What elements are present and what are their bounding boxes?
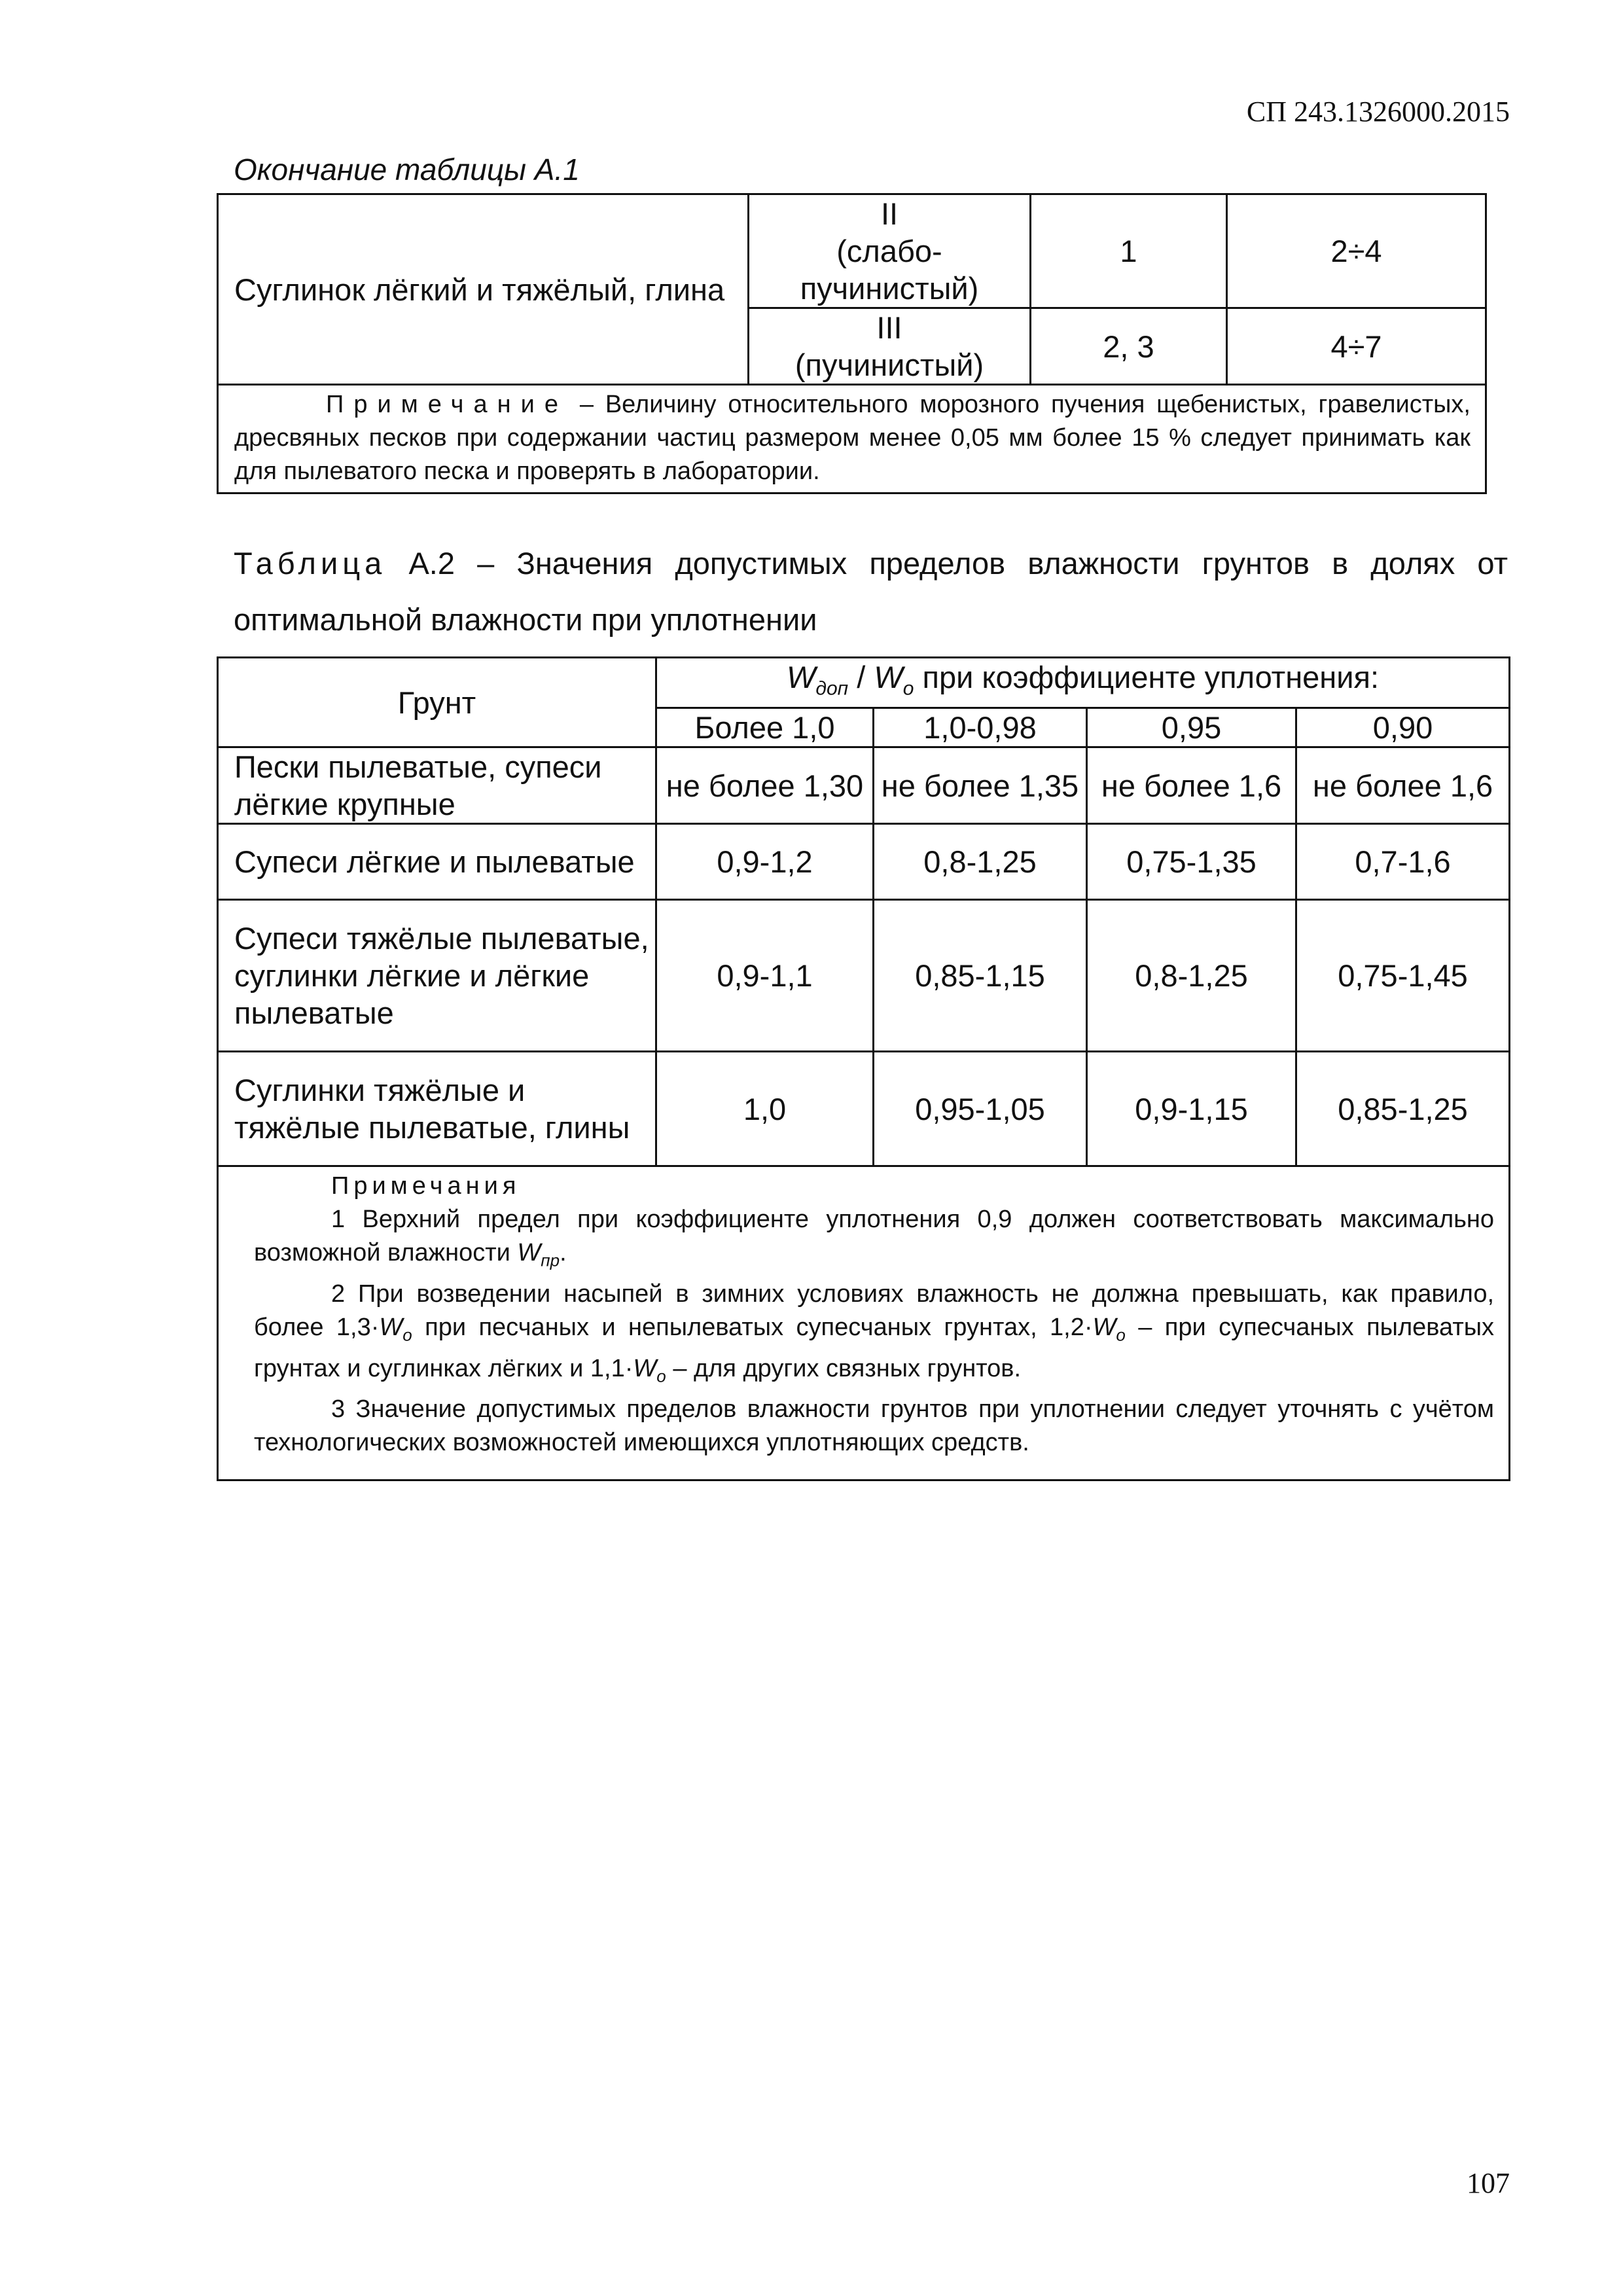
w-symbol: W: [633, 1354, 657, 1382]
table-cell: 0,8-1,25: [874, 824, 1087, 900]
heave-group-cell: [749, 194, 1031, 308]
note-text: при песчаных и непылеватых супесчаных грунтах, 1,2·: [412, 1313, 1093, 1341]
table-a1-end: [217, 193, 1487, 494]
soil-cell: Суглинки тяжёлые и тяжёлые пылеватые, глины: [218, 1052, 656, 1166]
table-row: [218, 194, 1486, 308]
table-cell: 0,9-1,2: [656, 824, 874, 900]
coef-header: 0,90: [1296, 708, 1510, 747]
page-number: 107: [1467, 2167, 1510, 2199]
w-subscript: o: [402, 1325, 412, 1345]
group-line: III: [876, 310, 902, 345]
note-row: [218, 385, 1486, 493]
table-a2-title: [234, 535, 1508, 648]
table-cell: 1: [1031, 194, 1227, 308]
note-2: [254, 1278, 1494, 1393]
soil-cell: Суглинок лёгкий и тяжёлый, глина: [218, 194, 749, 385]
table-cell: 1,0: [656, 1052, 874, 1166]
w-symbol: W: [379, 1313, 403, 1341]
table-cell: 0,9-1,15: [1087, 1052, 1296, 1166]
coef-header: Более 1,0: [656, 708, 874, 747]
table-a1-note: [218, 385, 1486, 493]
table-cell: 0,85-1,15: [874, 900, 1087, 1052]
table-row: [218, 747, 1510, 824]
table-cell: не более 1,6: [1087, 747, 1296, 824]
table-cell: 4÷7: [1227, 308, 1486, 385]
ratio-text: при коэффициенте уплотнения:: [914, 660, 1380, 694]
table-title-text: А.2 – Значения допустимых пределов влажности грунтов в долях от оптимальной влажности при уплотнении: [234, 546, 1508, 637]
table-a1-continuation-caption: Окончание таблицы А.1: [234, 152, 580, 187]
notes-label: Примечания: [331, 1172, 521, 1200]
table-cell: 0,9-1,1: [656, 900, 874, 1052]
table-cell: 0,75-1,35: [1087, 824, 1296, 900]
note-text: – для других связных грунтов.: [666, 1354, 1022, 1382]
document-code: СП 243.1326000.2015: [1246, 96, 1510, 128]
table-cell: 0,95-1,05: [874, 1052, 1087, 1166]
w-subscript: доп: [815, 677, 849, 700]
header-ratio: [656, 658, 1510, 708]
w-symbol: W: [1092, 1313, 1116, 1341]
w-symbol: W: [787, 660, 816, 694]
w-symbol: W: [517, 1239, 541, 1267]
note-text: .: [560, 1239, 567, 1267]
table-cell: 0,7-1,6: [1296, 824, 1510, 900]
table-cell: 2, 3: [1031, 308, 1227, 385]
note-3: [254, 1393, 1494, 1460]
group-line: (пучинистый): [794, 348, 984, 382]
note-text: 2 При возведении насыпей в зимних условиях влажность не должна превышать, как правило, более 1,3·: [254, 1280, 1495, 1341]
group-line: пучинистый): [800, 271, 979, 306]
note-text: 1 Верхний предел при коэффициенте уплотнения 0,9 должен соответствовать максимально возможной влажности: [254, 1206, 1495, 1267]
table-row: [218, 900, 1510, 1052]
table-label: Таблица: [234, 546, 387, 581]
w-subscript: o: [1116, 1325, 1126, 1345]
coef-header: 0,95: [1087, 708, 1296, 747]
w-subscript: пр: [541, 1250, 560, 1270]
ratio-separator: /: [848, 660, 874, 694]
note-text: – Величину относительного морозного пучения щебенистых, гравелистых, дресвяных песков при содержании частиц размером менее 0,05 мм более 15 % следует принимать как для пылеватого песка и проверять в лаборатории.: [234, 391, 1471, 485]
table-cell: 0,85-1,25: [1296, 1052, 1510, 1166]
table-cell: 0,75-1,45: [1296, 900, 1510, 1052]
table-cell: не более 1,30: [656, 747, 874, 824]
header-soil: Грунт: [218, 658, 656, 747]
soil-cell: Пески пылеватые, супеси лёгкие крупные: [218, 747, 656, 824]
notes-row: [218, 1166, 1510, 1480]
soil-cell: Супеси тяжёлые пылеватые, суглинки лёгкие и лёгкие пылеватые: [218, 900, 656, 1052]
coef-header: 1,0-0,98: [874, 708, 1087, 747]
note-label: Примечание: [326, 391, 568, 418]
note-text: – при супесчаных пылеватых грунтах и суглинках лёгких и 1,1·: [254, 1313, 1495, 1382]
w-subscript: o: [902, 677, 914, 700]
table-cell: 0,8-1,25: [1087, 900, 1296, 1052]
header-row: [218, 658, 1510, 708]
notes-heading: [254, 1170, 1494, 1203]
table-cell: не более 1,6: [1296, 747, 1510, 824]
note-text: 3 Значение допустимых пределов влажности грунтов при уплотнении следует уточнять с учётом технологических возможностей имеющихся уплотняющих средств.: [254, 1395, 1495, 1457]
soil-cell: Супеси лёгкие и пылеватые: [218, 824, 656, 900]
table-row: [218, 824, 1510, 900]
table-a2: [217, 656, 1510, 1481]
table-row: [218, 1052, 1510, 1166]
table-cell: 2÷4: [1227, 194, 1486, 308]
w-symbol: W: [874, 660, 903, 694]
heave-group-cell: [749, 308, 1031, 385]
table-a2-notes: [218, 1166, 1510, 1480]
group-line: (слабо-: [836, 234, 942, 268]
table-cell: не более 1,35: [874, 747, 1087, 824]
group-line: II: [880, 196, 899, 231]
note-1: [254, 1203, 1494, 1278]
w-subscript: o: [656, 1366, 666, 1386]
